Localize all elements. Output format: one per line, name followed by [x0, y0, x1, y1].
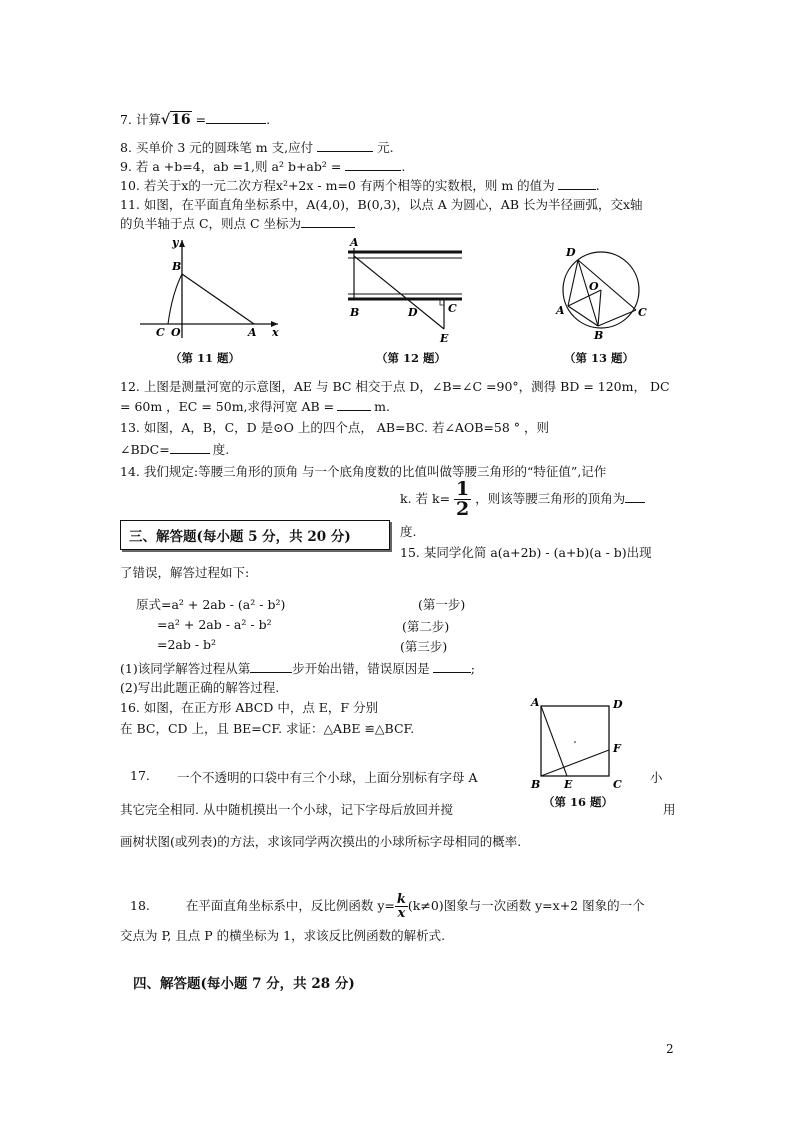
answer-blank [433, 660, 471, 673]
label-c: C [448, 302, 457, 315]
solution-step-3-label: (第三步) [400, 639, 448, 654]
square-abcd [541, 706, 609, 776]
fraction-one-half: $\frac{1}{2}$ [456, 478, 470, 520]
caption-figure-16: （第 16 题） [540, 794, 616, 810]
question-15-line2: 了错误，解答过程如下: [120, 565, 250, 580]
section-4-header: 四、解答题(每小题 7 分，共 28 分) [133, 976, 355, 992]
question-13-line2: ∠BDC= 度. [120, 442, 230, 457]
question-11-line2: 的负半轴于点 C，则点 C 坐标为 [120, 214, 355, 232]
dot-mark [574, 741, 576, 743]
question-16-line1: 16. 如图，在正方形 ABCD 中，点 E，F 分别 [120, 700, 379, 715]
solution-step-1: 原式=a² + 2ab - (a² - b²) [136, 597, 286, 612]
question-13-line1: 13. 如图，A，B，C，D 是⊙O 上的四个点， AB=BC. 若∠AOB=58 ° ，则 [120, 420, 549, 435]
question-17-line1: 一个不透明的口袋中有三个小球，上面分别标有字母 A [177, 770, 478, 785]
label-a: A [350, 236, 359, 249]
label-o: O [171, 326, 181, 339]
question-14-line1: 14. 我们规定:等腰三角形的顶角 与一个底角度数的比值叫做等腰三角形的“特征值”,记作 [120, 464, 607, 479]
question-17-number: 17. [130, 768, 150, 783]
question-14-line2: k. 若 k= $\frac{1}{2}$ ，则该等腰三角形的顶角为 [400, 480, 645, 519]
answer-blank [206, 111, 266, 124]
segment-da [568, 260, 578, 306]
segment-bf [541, 750, 609, 776]
answer-blank [625, 490, 645, 503]
label-y: y [172, 236, 179, 249]
label-e: E [440, 332, 449, 345]
question-7: 7. 计算√16 = . [120, 112, 271, 128]
figure-16 [527, 696, 627, 792]
question-15-sub2: (2)写出此题正确的解答过程. [120, 680, 280, 695]
caption-figure-11: （第 11 题） [170, 351, 241, 365]
answer-blank [170, 441, 210, 454]
answer-blank [301, 215, 355, 228]
answer-blank [345, 158, 401, 171]
question-15-sub1: (1)该同学解答过程从第 步开始出错，错误原因是 ; [120, 661, 475, 676]
question-12-line1: 12. 上图是测量河宽的示意图，AE 与 BC 相交于点 D，∠B=∠C =90°，测得 BD = 120m， DC [120, 379, 670, 394]
segment-ab [182, 274, 254, 324]
label-c: C [156, 326, 165, 339]
question-8: 8. 买单价 3 元的圆珠笔 m 支,应付 元. [120, 140, 394, 155]
question-17-line3: 画树状图(或列表)的方法，求该同学两次摸出的小球所标字母相同的概率. [120, 834, 522, 849]
label-f: F [613, 742, 621, 755]
label-c: C [638, 306, 647, 319]
label-b: B [531, 778, 541, 791]
question-16-line2: 在 BC，CD 上，且 BE=CF. 求证：△ABE ≌△BCF. [120, 721, 415, 736]
figure-12 [344, 236, 468, 348]
question-15-line1: 15. 某同学化简 a(a+2b) - (a+b)(a - b)出现 [400, 545, 652, 560]
y-axis-arrow [179, 240, 185, 247]
label-d: D [613, 698, 623, 711]
question-12-line2: = 60m ，EC = 50m,求得河宽 AB = m. [120, 399, 390, 414]
solution-step-2-label: (第二步) [402, 619, 450, 634]
label-b: B [172, 260, 182, 273]
label-d: D [408, 306, 418, 319]
answer-blank [558, 177, 596, 190]
question-17-line1-end: 小 [650, 770, 663, 785]
segment-ae [354, 256, 444, 329]
caption-figure-12: （第 12 题） [376, 351, 447, 365]
label-x: x [272, 326, 279, 339]
label-d: D [566, 246, 576, 259]
arc-bc [168, 274, 182, 324]
question-17-line2-end: 用 [663, 802, 676, 817]
segment-bc [598, 310, 636, 326]
label-o: O [589, 280, 599, 293]
solution-step-3: =2ab - b² [157, 637, 217, 652]
label-e: E [564, 778, 573, 791]
sqrt-16: √16 [160, 112, 191, 128]
question-14-line3: 度. [400, 524, 417, 539]
fraction-k-over-x: $\frac{k}{x}$ [396, 892, 406, 921]
label-c: C [613, 778, 622, 791]
answer-blank [317, 139, 373, 152]
question-9: 9. 若 a +b=4，ab =1,则 a² b+ab² = . [120, 159, 406, 174]
label-a: A [556, 304, 565, 317]
question-17-line2: 其它完全相同. 从中随机摸出一个小球，记下字母后放回并搅 [120, 802, 453, 817]
question-18-line2: 交点为 P, 且点 P 的横坐标为 1，求该反比例函数的解析式. [120, 928, 446, 943]
question-18-line1: 18. 在平面直角坐标系中，反比例函数 y= $\frac{k}{x}$ (k≠0)图象与一次函数 y=x+2 图象的一个 [130, 892, 645, 921]
question-10: 10. 若关于x的一元二次方程x²+2x - m=0 有两个相等的实数根，则 m 的值为 . [120, 178, 600, 193]
solution-step-2: =a² + 2ab - a² - b² [157, 617, 272, 632]
answer-blank [337, 398, 371, 411]
solution-step-1-label: (第一步) [418, 597, 466, 612]
label-b: B [350, 306, 360, 319]
label-a: A [531, 696, 540, 709]
label-a: A [248, 326, 257, 339]
segment-ae [541, 706, 567, 776]
answer-blank [250, 660, 292, 673]
right-angle-mark [440, 300, 444, 305]
label-b: B [594, 329, 604, 342]
segment-ob [598, 290, 601, 326]
question-11-line1: 11. 如图，在平面直角坐标系中，A(4,0)，B(0,3)，以点 A 为圆心，AB 长为半径画弧，交x轴 [120, 197, 643, 212]
caption-figure-13: （第 13 题） [564, 351, 635, 365]
figure-11 [136, 234, 286, 344]
segment-dc [578, 260, 636, 310]
page-number: 2 [666, 1042, 674, 1056]
figure-13 [554, 240, 650, 344]
section-3-header: 三、解答题(每小题 5 分，共 20 分) [120, 520, 390, 550]
